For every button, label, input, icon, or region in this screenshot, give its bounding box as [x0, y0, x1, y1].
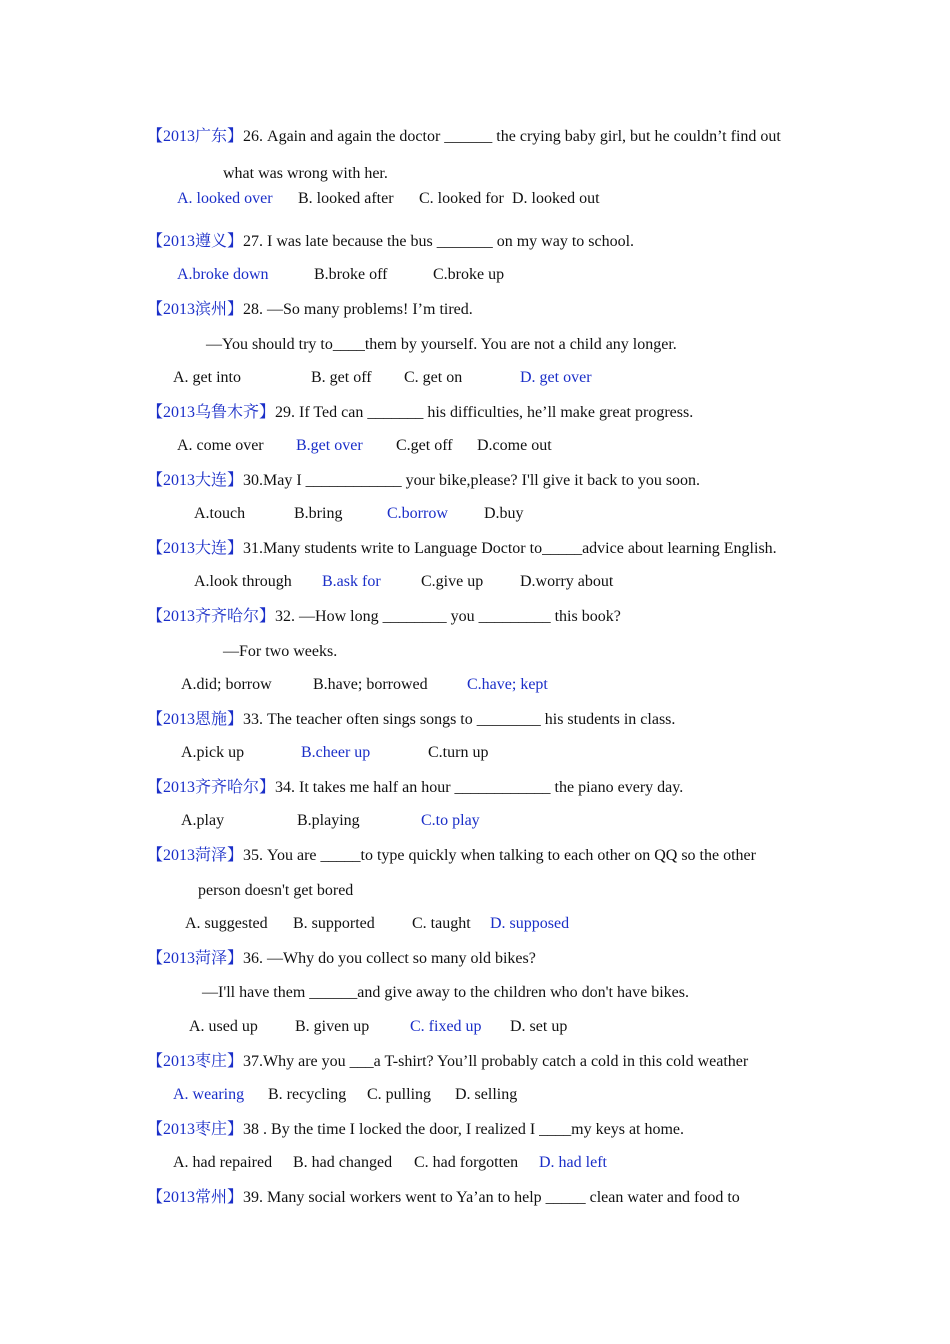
answer-option: A.did; borrow [181, 676, 272, 693]
answer-option: D. get over [520, 369, 592, 386]
source-tag: 【2013菏泽】 [147, 950, 244, 967]
answer-option: D.come out [477, 437, 552, 454]
answer-option: D.buy [484, 505, 524, 522]
answer-option: C.get off [396, 437, 453, 454]
source-tag: 【2013常州】 [147, 1189, 244, 1206]
source-tag: 【2013枣庄】 [147, 1053, 244, 1070]
question-stem: 27. I was late because the bus _______ on my way to school. [243, 233, 635, 250]
answer-option: A.look through [194, 573, 292, 590]
answer-option: A.pick up [181, 744, 245, 761]
question-line [147, 403, 693, 423]
source-tag: 【2013大连】 [147, 472, 244, 489]
source-tag: 【2013枣庄】 [147, 1121, 244, 1138]
answer-option: B. given up [295, 1018, 370, 1035]
answer-option: D. set up [510, 1018, 568, 1035]
answer-option: C.borrow [387, 505, 448, 522]
answer-option: C. fixed up [410, 1018, 482, 1035]
answer-option: C.broke up [433, 266, 505, 283]
answer-option: C.turn up [428, 744, 489, 761]
question-stem: 36. —Why do you collect so many old bikes? [243, 950, 536, 967]
source-tag: 【2013乌鲁木齐】 [147, 404, 276, 421]
answer-option: A.touch [194, 505, 246, 522]
question-line [147, 1188, 740, 1208]
answer-option: D. had left [539, 1154, 607, 1171]
answer-option: B.get over [296, 437, 363, 454]
question-stem: 26. Again and again the doctor ______ the crying baby girl, but he couldn’t find out [243, 128, 781, 145]
answer-option: C. get on [404, 369, 463, 386]
answer-option: A. looked over [177, 190, 273, 207]
question-stem: 28. —So many problems! I’m tired. [243, 301, 473, 318]
source-tag: 【2013大连】 [147, 540, 244, 557]
answer-option: A. suggested [185, 915, 268, 932]
question-stem: 33. The teacher often sings songs to ________ his students in class. [243, 711, 676, 728]
question-stem: 39. Many social workers went to Ya’an to help _____ clean water and food to [243, 1189, 740, 1206]
source-tag: 【2013菏泽】 [147, 847, 244, 864]
question-line [147, 1120, 684, 1140]
question-stem: 32. —How long ________ you _________ this book? [275, 608, 621, 625]
question-continuation: —You should try to____them by yourself. You are not a child any longer. [206, 336, 677, 353]
answer-option: A. had repaired [173, 1154, 273, 1171]
answer-option: C.give up [421, 573, 484, 590]
answer-option: B. looked after [298, 190, 394, 207]
answer-option: B. get off [311, 369, 372, 386]
question-stem: 34. It takes me half an hour ____________ the piano every day. [275, 779, 684, 796]
question-line [147, 232, 634, 252]
answer-option: B.have; borrowed [313, 676, 428, 693]
answer-option: B.bring [294, 505, 343, 522]
source-tag: 【2013广东】 [147, 128, 244, 145]
answer-option: A.play [181, 812, 225, 829]
answer-option: B. recycling [268, 1086, 347, 1103]
answer-option: A. come over [177, 437, 264, 454]
answer-option: B.broke off [314, 266, 388, 283]
answer-option: A. used up [189, 1018, 258, 1035]
answer-option: A. get into [173, 369, 241, 386]
source-tag: 【2013齐齐哈尔】 [147, 779, 276, 796]
question-stem: 30.May I ____________ your bike,please? I'll give it back to you soon. [243, 472, 701, 489]
answer-option: A.broke down [177, 266, 269, 283]
question-line [147, 710, 675, 730]
answer-option: B. supported [293, 915, 375, 932]
answer-option: C. had forgotten [414, 1154, 519, 1171]
question-continuation: —For two weeks. [223, 643, 338, 660]
answer-option: D. supposed [490, 915, 570, 932]
question-line [147, 471, 700, 491]
source-tag: 【2013齐齐哈尔】 [147, 608, 276, 625]
question-stem: 31.Many students write to Language Doctor to_____advice about learning English. [243, 540, 777, 557]
question-line [147, 539, 777, 559]
question-line [147, 846, 756, 866]
answer-option: A. wearing [173, 1086, 245, 1103]
answer-option: C. looked for [419, 190, 504, 207]
question-line [147, 127, 781, 147]
question-continuation: —I'll have them ______and give away to the children who don't have bikes. [202, 984, 689, 1001]
question-continuation: what was wrong with her. [223, 165, 388, 182]
question-line [147, 300, 473, 320]
question-stem: 38 . By the time I locked the door, I realized I ____my keys at home. [243, 1121, 685, 1138]
answer-option: D.worry about [520, 573, 614, 590]
question-stem: 29. If Ted can _______ his difficulties, he’ll make great progress. [275, 404, 694, 421]
answer-option: C. pulling [367, 1086, 432, 1103]
answer-option: B.ask for [322, 573, 381, 590]
answer-option: B.playing [297, 812, 360, 829]
answer-option: B.cheer up [301, 744, 371, 761]
source-tag: 【2013恩施】 [147, 711, 244, 728]
question-line [147, 949, 536, 969]
answer-option: C. taught [412, 915, 471, 932]
answer-option: C.have; kept [467, 676, 548, 693]
answer-option: C.to play [421, 812, 480, 829]
question-stem: 35. You are _____to type quickly when talking to each other on QQ so the other [243, 847, 756, 864]
question-continuation: person doesn't get bored [198, 882, 354, 899]
source-tag: 【2013滨州】 [147, 301, 244, 318]
question-line [147, 607, 621, 627]
source-tag: 【2013遵义】 [147, 233, 244, 250]
question-stem: 37.Why are you ___a T-shirt? You’ll probably catch a cold in this cold weather [243, 1053, 749, 1070]
answer-option: B. had changed [293, 1154, 393, 1171]
question-line [147, 778, 683, 798]
answer-option: D. selling [455, 1086, 518, 1103]
answer-option: D. looked out [512, 190, 600, 207]
question-line [147, 1052, 748, 1072]
